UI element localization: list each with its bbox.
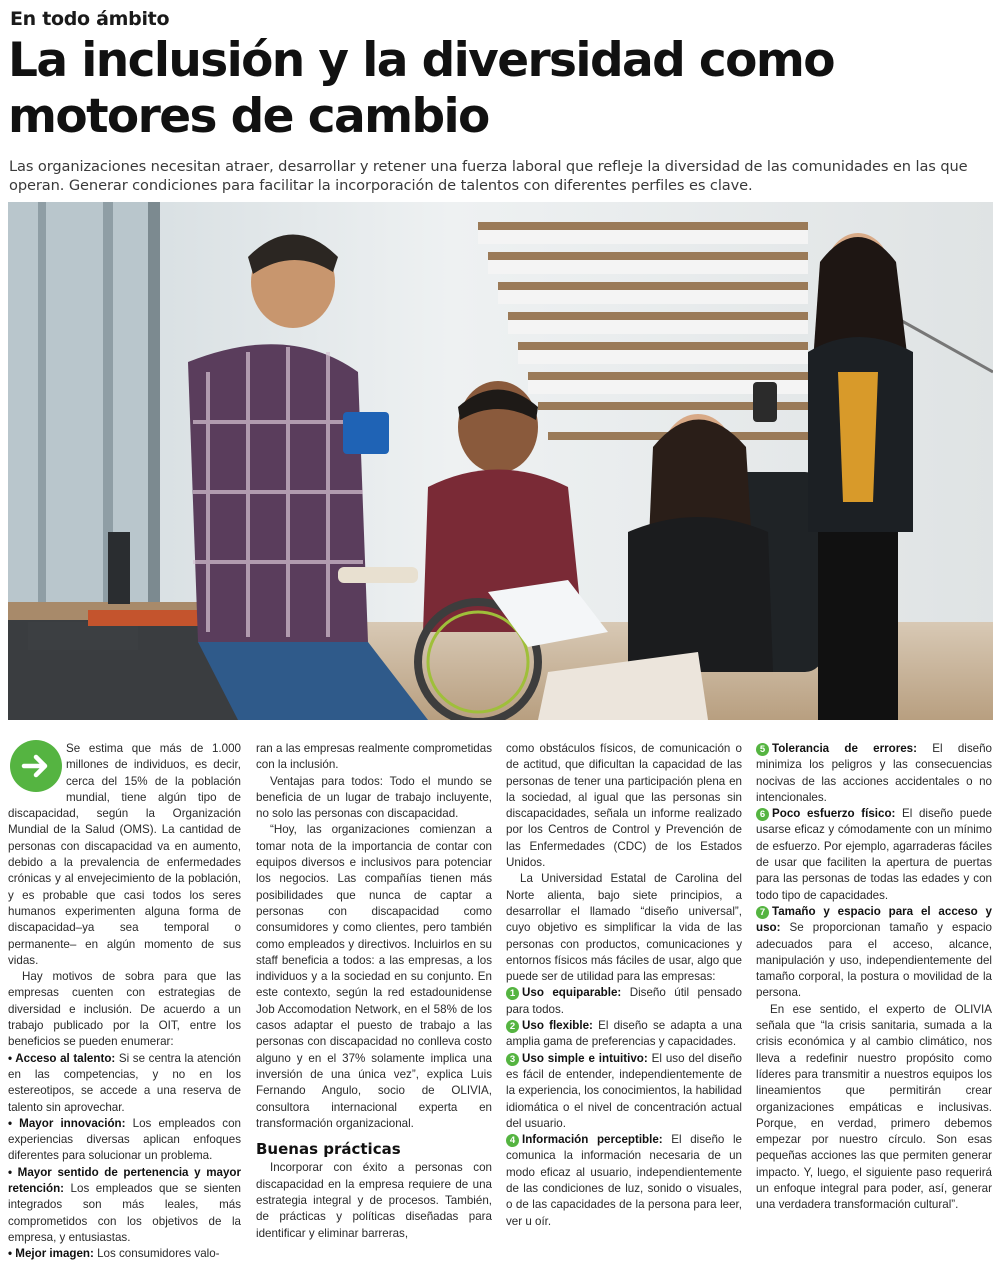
- col2-paragraph-1: Ventajas para todos: Todo el mundo se beneficia de un lugar de trabajo incluyente, no solo las personas con discapacidad.: [256, 774, 492, 821]
- bullet-text: Si se centra la atención en las competencias, y no en los estereotipos, se accede a una reserva de talento sin aprovechar.: [8, 1051, 241, 1114]
- column-1: [8, 741, 241, 1263]
- number-badge: 6: [756, 808, 769, 821]
- principle-2: [506, 1018, 742, 1051]
- bullet-title: • Mayor sentido de pertenencia y mayor retención:: [8, 1165, 241, 1196]
- col3-paragraph-1: La Universidad Estatal de Carolina del Norte alienta, bajo siete principios, a desarrollar el llamado “diseño universal”, cuyo objetivo es simplificar la vida de las personas con productos, comunicaciones y entornos físicos más fáciles de usar, algo que puede ser de utilidad para las empresas:: [506, 872, 742, 984]
- number-badge: 2: [506, 1020, 519, 1033]
- col1-paragraph-1: Se estima que más de 1.000 millones de individuos, es decir, cerca del 15% de la población mundial, tiene algún tipo de discapacidad, según la Organización Mundial de la Salud (OMS). La cantidad de personas con discapacidad va en aumento, debido a la prevalencia de enfermedades crónicas y al envejecimiento de la población, y es probable que casi todos los seres humanos experimenten alguna forma de discapacidad–ya sea temporal o permanente– en algún momento de sus vidas.: [8, 742, 241, 967]
- col3-paragraph-0: como obstáculos físicos, de comunicación o de actitud, que dificultan la capacidad de las personas de tener una participación plena en la sociedad, al igual que las personas sin discapacidades, señala un informe realizado por los Centros de Control y Prevención de las Enfermedades (CDC) de los Estados Unidos.: [506, 742, 742, 870]
- col2-paragraph-2: “Hoy, las organizaciones comienzan a tomar nota de la importancia de contar con equipos diversos e inclusivos para potenciar los negocios. Las compañías tienen más posibilidades que nunca de captar a personas con discapacidad como consumidores y como clientes, pero también como empleados y directivos. Incluirlos en su staff beneficia a todos: a las empresas, a los individuos y a la sociedad en su conjunto. En este contexto, según la red estadounidense Job Accomodation Network, en el 58% de los casos adaptar el puesto de trabajo a las personas con discapacidad no conlleva costo alguno y en el 37% solamente implica una inversión de una única vez”, explica Luis Fernando Angulo, socio de OLIVIA, consultora internacional experta en transformación organizacional.: [256, 823, 492, 1130]
- col1-bullet-4: [8, 1246, 241, 1262]
- principle-text: Diseño útil pensado para todos.: [506, 986, 742, 1016]
- principle-1: [506, 985, 742, 1018]
- principle-title: Información perceptible:: [522, 1133, 663, 1147]
- principle-text: El diseño se adapta a una amplia gama de preferencias y capacidades.: [506, 1019, 743, 1049]
- principle-7: [756, 904, 992, 1002]
- col2-paragraph-0: ran a las empresas realmente comprometidas con la inclusión.: [256, 742, 492, 772]
- column-4: [756, 741, 992, 1214]
- principle-6: [756, 806, 992, 904]
- column-3: [506, 741, 742, 1230]
- col4-paragraph-1: En ese sentido, el experto de OLIVIA señala que “la crisis sanitaria, sumada a la crisis económica y al cambio climático, nos lleva a redefinir nuestro propósito como líderes para transmitir a nuestros equipos los lineamientos que permitirán crear organizaciones empáticas e inclusivas. Porque, en verdad, primero debemos empezar por nuestro círculo. Son esas pequeñas acciones las que permiten generar impacto. Y, luego, el siguiente paso requerirá un enfoque integral para poder, así, generar una verdadera transformación cultural”.: [756, 1002, 992, 1212]
- principle-5: [756, 741, 992, 806]
- col1-bullet-3: [8, 1165, 241, 1246]
- office-team-photo: [8, 202, 993, 720]
- principle-title: Uso equiparable:: [522, 986, 622, 1000]
- principle-text: El diseño puede usarse eficaz y cómodamente con un mínimo de esfuerzo. Por ejemplo, agarraderas fáciles de usar que faciliten la apertura de puertas para las personas de todas las edades y con todo tipo de capacidades.: [756, 807, 992, 902]
- principle-text: El diseño minimiza los peligros y las consecuencias nocivas de las acciones accidentales o no intencionales.: [756, 742, 992, 804]
- col1-paragraph-2: Hay motivos de sobra para que las empresas cuenten con estrategias de diversidad e inclusión. De acuerdo a un trabajo publicado por la OIT, entre los beneficios se pueden enumerar:: [8, 970, 241, 1049]
- subtitle: Las organizaciones necesitan atraer, desarrollar y retener una fuerza laboral que refleje la diversidad de las comunidades en las que operan. Generar condiciones para facilitar la incorporación de talentos con diferentes perfiles es clave.: [9, 158, 968, 194]
- principle-3: [506, 1051, 742, 1132]
- principle-title: Uso flexible:: [522, 1019, 593, 1033]
- bullet-title: • Acceso al talento:: [8, 1051, 116, 1065]
- headline: [8, 33, 993, 145]
- number-badge: 5: [756, 743, 769, 756]
- principle-4: [506, 1132, 742, 1230]
- principle-text: El diseño le comunica la información necesaria de un modo eficaz al usuario, independientemente de las condiciones de luz, sonido o visuales, o de las capacidades de la persona para leer, ver u oír.: [506, 1133, 742, 1228]
- headline-line-1: La inclusión y la diversidad como: [8, 33, 834, 88]
- principle-title: Tamaño y espacio para el acceso y uso:: [756, 904, 992, 935]
- number-badge: 1: [506, 987, 519, 1000]
- principle-title: Tolerancia de errores:: [772, 742, 917, 755]
- principle-text: Se proporcionan tamaño y espacio adecuados para el acceso, alcance, manipulación y uso, independientemente del tamaño corporal, la postura o movilidad de la persona.: [756, 921, 992, 1000]
- headline-line-2: motores de cambio: [8, 89, 489, 144]
- col1-bullet-2: [8, 1116, 241, 1165]
- bullet-title: • Mayor innovación:: [8, 1116, 126, 1130]
- col1-bullet-1: [8, 1051, 241, 1116]
- number-badge: 3: [506, 1053, 519, 1066]
- bullet-text: Los empleados con experiencias diversas aplican enfoques diferentes para solucionar un problema.: [8, 1116, 241, 1163]
- principle-title: Poco esfuerzo físico:: [772, 807, 896, 821]
- bullet-text: Los empleados que se sienten integrados son más leales, más comprometidos con los objetivos de la empresa, y entusiastas.: [8, 1182, 241, 1244]
- bullet-title: • Mejor imagen:: [8, 1247, 94, 1261]
- column-2: [256, 741, 492, 1242]
- badge-spacer: [8, 741, 66, 805]
- kicker: En todo ámbito: [10, 8, 170, 30]
- col2-paragraph-3: Incorporar con éxito a personas con discapacidad en la empresa requiere de una estrategia integral y de procesos. También, de prácticas y políticas diseñadas para identificar y eliminar barreras,: [256, 1161, 492, 1240]
- number-badge: 4: [506, 1134, 519, 1147]
- section-heading: Buenas prácticas: [256, 1140, 401, 1159]
- bullet-text: Los consumidores valo-: [93, 1247, 220, 1261]
- principle-title: Uso simple e intuitivo:: [522, 1051, 648, 1065]
- number-badge: 7: [756, 906, 769, 919]
- principle-text: El uso del diseño es fácil de entender, independientemente de la experiencia, los conocimientos, la habilidad idiomática o el nivel de concentración actual del usuario.: [506, 1051, 742, 1130]
